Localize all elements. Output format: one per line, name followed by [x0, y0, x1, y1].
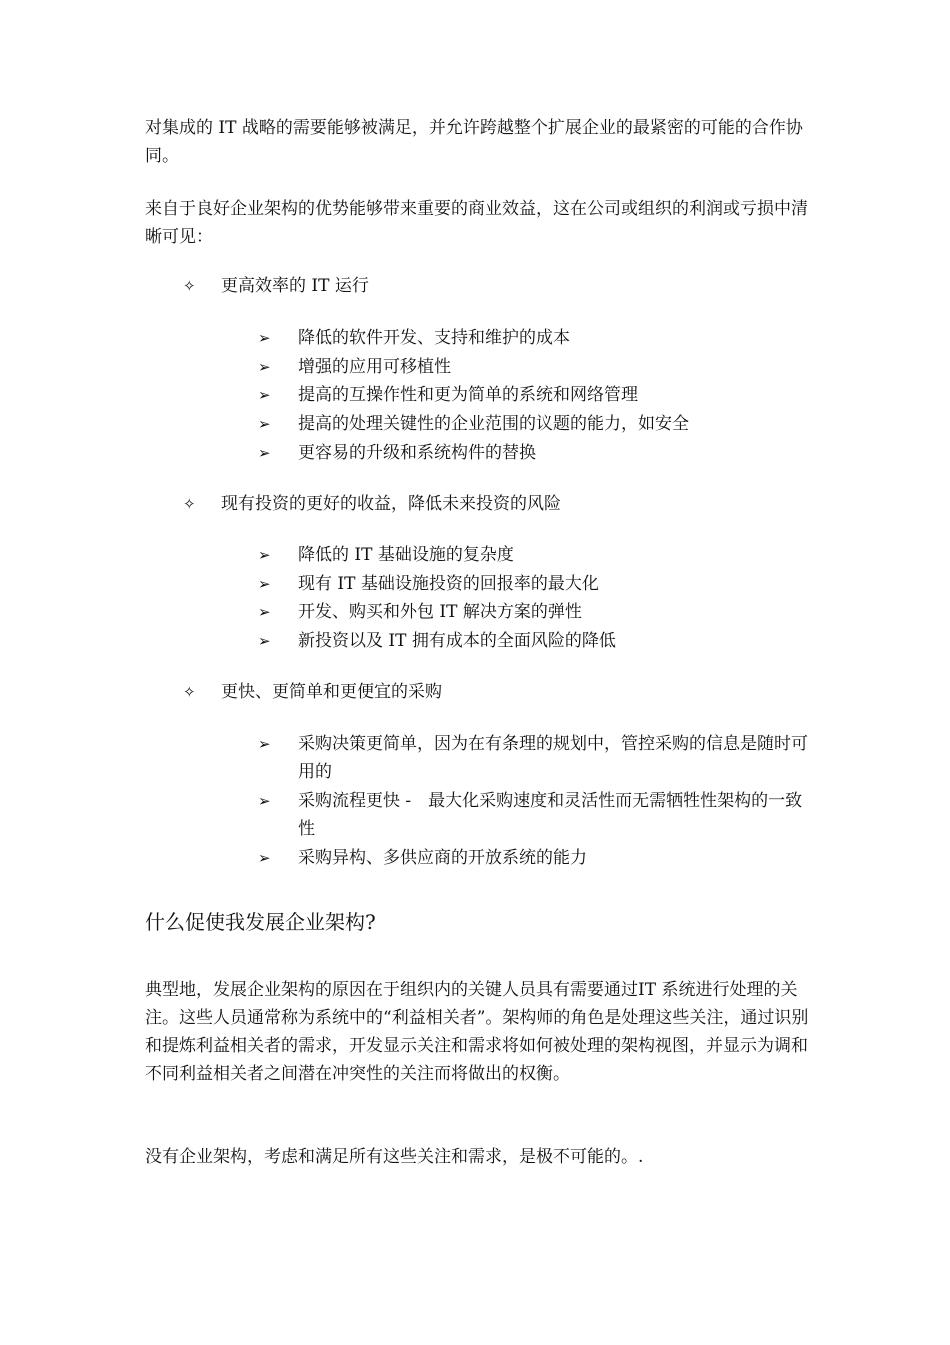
section-heading: 什么促使我发展企业架构? [145, 910, 376, 934]
list-item [258, 439, 818, 467]
arrow-bullet-icon: ➢ [258, 849, 271, 867]
list-item [258, 787, 818, 843]
list-item-text: 现有 IT 基础设施投资的回报率的最大化 [298, 574, 599, 594]
list-item [258, 598, 818, 626]
list-item [258, 541, 818, 569]
list-item [258, 627, 818, 655]
arrow-bullet-icon: ➢ [258, 386, 271, 404]
arrow-bullet-icon: ➢ [258, 358, 271, 376]
diamond-bullet-icon: ✧ [183, 277, 196, 295]
section-2-title: 现有投资的更好的收益，降低未来投资的风险 [221, 494, 561, 514]
arrow-bullet-icon: ➢ [258, 444, 271, 462]
arrow-bullet-icon: ➢ [258, 575, 271, 593]
arrow-bullet-icon: ➢ [258, 792, 271, 810]
list-item-text: 采购决策更简单，因为在有条理的规划中，管控采购的信息是随时可用的 [298, 734, 808, 782]
section-1-title: 更高效率的 IT 运行 [221, 276, 369, 296]
list-item [258, 353, 818, 381]
body-paragraph-2: 没有企业架构，考虑和满足所有这些关注和需求，是极不可能的。. [145, 1147, 644, 1167]
list-item-text: 降低的软件开发、支持和维护的成本 [298, 328, 570, 348]
list-item [258, 410, 818, 438]
list-item-text: 采购流程更快 - 最大化采购速度和灵活性而无需牺牲性架构的一致性 [298, 791, 803, 839]
list-item [258, 844, 818, 872]
arrow-bullet-icon: ➢ [258, 546, 271, 564]
diamond-bullet-icon: ✧ [183, 495, 196, 513]
arrow-bullet-icon: ➢ [258, 632, 271, 650]
list-item-text: 更容易的升级和系统构件的替换 [298, 443, 536, 463]
diamond-bullet-icon: ✧ [183, 683, 196, 701]
list-item-text: 提高的互操作性和更为简单的系统和网络管理 [298, 385, 638, 405]
list-item-text: 增强的应用可移植性 [298, 357, 451, 377]
arrow-bullet-icon: ➢ [258, 735, 271, 753]
list-item-text: 降低的 IT 基础设施的复杂度 [298, 545, 514, 565]
intro-paragraph-2: 来自于良好企业架构的优势能够带来重要的商业效益，这在公司或组织的利润或亏损中清晰可见： [145, 199, 808, 247]
arrow-bullet-icon: ➢ [258, 603, 271, 621]
list-item [258, 730, 818, 786]
list-item [258, 381, 818, 409]
list-item-text: 提高的处理关键性的企业范围的议题的能力，如安全 [298, 414, 689, 434]
list-item-text: 采购异构、多供应商的开放系统的能力 [298, 848, 587, 868]
list-item [258, 570, 818, 598]
list-item-text: 新投资以及 IT 拥有成本的全面风险的降低 [298, 631, 616, 651]
intro-paragraph-1: 对集成的 IT 战略的需要能够被满足，并允许跨越整个扩展企业的最紧密的可能的合作协同。 [145, 118, 803, 166]
section-3-title: 更快、更简单和更便宜的采购 [221, 682, 442, 702]
list-item [258, 324, 818, 352]
arrow-bullet-icon: ➢ [258, 329, 271, 347]
arrow-bullet-icon: ➢ [258, 415, 271, 433]
list-item-text: 开发、购买和外包 IT 解决方案的弹性 [298, 602, 582, 622]
body-paragraph-1: 典型地，发展企业架构的原因在于组织内的关键人员具有需要通过IT 系统进行处理的关注。这些人员通常称为系统中的“利益相关者”。架构师的角色是处理这些关注，通过识别和提炼利益相关者的需求，开发显示关注和需求将如何被处理的架构视图，并显示为调和不同利益相关者之间潜在冲突性的关注而将做出的权衡。 [145, 980, 809, 1084]
